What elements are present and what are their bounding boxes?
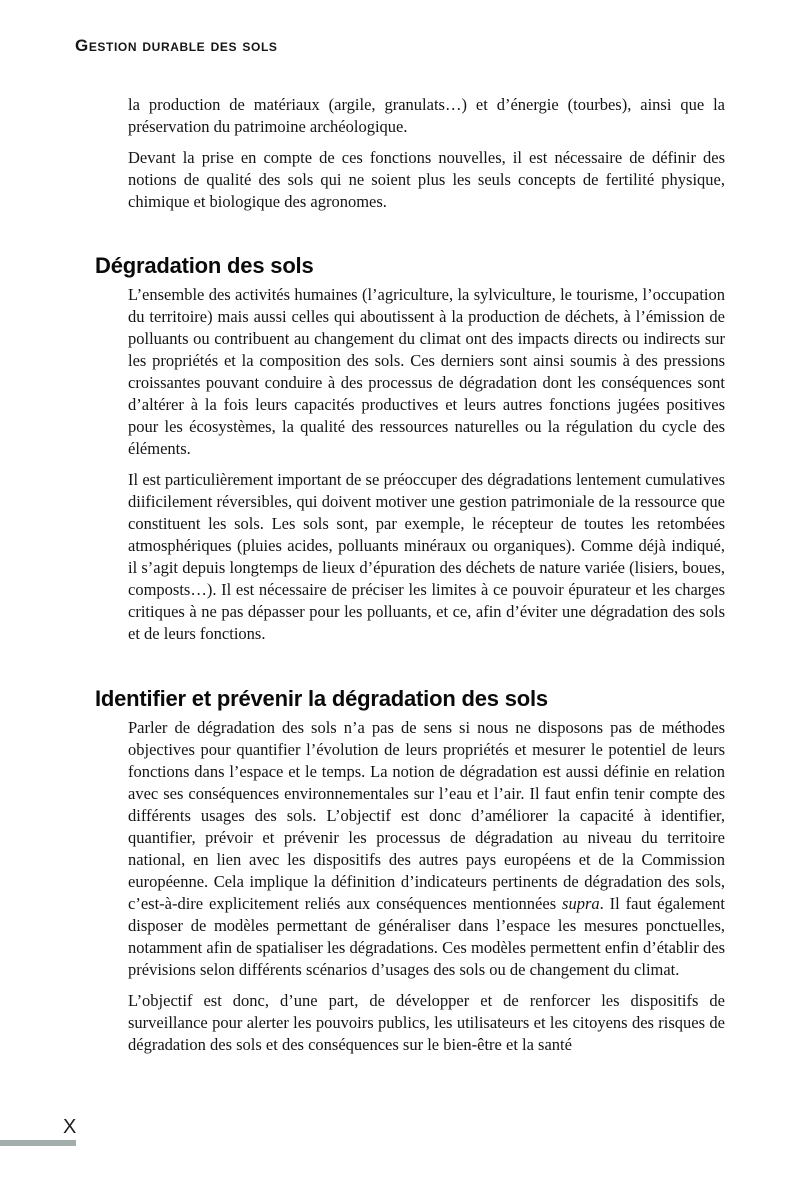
paragraph-identifier-1-text-after: . Il faut également disposer de modèles permettant de généraliser dans l’espace les mesures ponctuelles, notamment afin de spatialiser les dégradations. Ces modèles permettent enfin d’établir des prévisions selon différents scénarios d’usages des sols ou de changement du climat.	[128, 894, 726, 979]
page-footer-bar	[0, 1140, 76, 1146]
section-heading-identifier-prevenir: Identifier et prévenir la dégradation des sols	[95, 686, 548, 711]
paragraph-degradation-2: Il est particulièrement important de se préoccuper des dégradations lentement cumulatives diificilement réversibles, qui doivent motiver une gestion patrimoniale de la ressource que constituent les sols. Les sols sont, par exemple, le récepteur de toutes les retombées atmosphériques (pluies acides, polluants minéraux ou organiques). Comme déjà indiqué, il s’agit depuis longtemps de lieux d’épuration des déchets de nature variée (lisiers, boues, composts…). Il est nécessaire de préciser les limites à ce pouvoir épurateur et les charges critiques à ne pas dépasser pour les polluants, et ce, afin d’éviter une dégradation des sols et de leurs fonctions.	[128, 470, 725, 643]
paragraph-identifier-2: L’objectif est donc, d’une part, de développer et de renforcer les dispositifs de surveillance pour alerter les pouvoirs publics, les utilisateurs et les citoyens des risques de dégradation des sols et des conséquences sur le bien-être et la santé	[128, 991, 725, 1054]
paragraph-identifier-1-text: Parler de dégradation des sols n’a pas de sens si nous ne disposons pas de méthodes objectives pour quantifier l’évolution de leurs propriétés et mesurer le potentiel de leurs fonctions dans l’espace et le temps. La notion de dégradation est aussi définie en relation avec ses conséquences environnementales sur l’eau et l’air. Il faut enfin tenir compte des différents usages des sols. L’objectif est donc d’améliorer la capacité à identifier, quantifier, prévoir et prévenir les processus de dégradation au niveau du territoire national, en lien avec les dispositifs des autres pays européens et de la Commission européenne. Cela implique la définition d’indicateurs pertinents de dégradation des sols, c’est-à-dire explicitement reliés aux conséquences mentionnées	[128, 718, 725, 913]
running-header: Gestion durable des sols	[75, 36, 278, 55]
page-content	[95, 94, 726, 1056]
section-heading-degradation-des-sols: Dégradation des sols	[95, 253, 314, 278]
paragraph-degradation-1: L’ensemble des activités humaines (l’agriculture, la sylviculture, le tourisme, l’occupation du territoire) mais aussi celles qui aboutissent à la production de déchets, à l’émission de polluants ou contribuent au changement du climat ont des impacts directs ou indirects sur les propriétés et la composition des sols. Ces derniers sont ainsi soumis à des pressions croissantes pouvant conduire à des processus de dégradation dont les conséquences sont d’altérer à la fois leurs capacités productives et leurs autres fonctions jugées positives pour les écosystèmes, la qualité des ressources naturelles ou la régulation du cycle des éléments.	[128, 285, 725, 458]
page-number: X	[63, 1116, 77, 1138]
italic-term-supra: supra	[562, 894, 600, 913]
paragraph-intro-2: Devant la prise en compte de ces fonctions nouvelles, il est nécessaire de définir des notions de qualité des sols qui ne soient plus les seuls concepts de fertilité physique, chimique et biologique des agronomes.	[128, 148, 725, 211]
paragraph-identifier-1	[128, 717, 725, 981]
paragraph-intro-1: la production de matériaux (argile, granulats…) et d’énergie (tourbes), ainsi que la préservation du patrimoine archéologique.	[128, 95, 725, 136]
